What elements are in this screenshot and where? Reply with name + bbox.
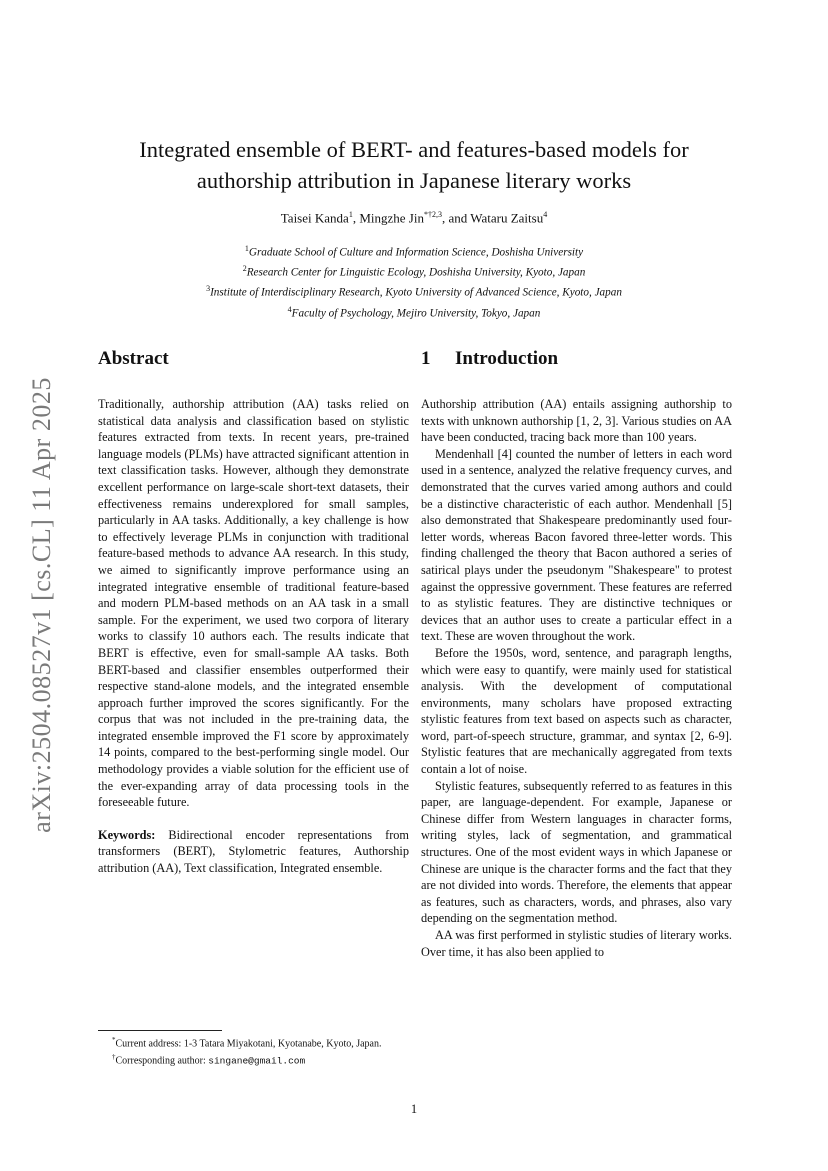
right-column bbox=[421, 346, 732, 960]
affiliation-item bbox=[98, 261, 730, 281]
introduction-heading bbox=[421, 346, 732, 372]
author-affiliation-mark: *†2,3 bbox=[423, 210, 442, 219]
affiliation-mark: 3 bbox=[206, 284, 211, 294]
paper-title-line-1: Integrated ensemble of BERT- and features-based models for bbox=[139, 137, 689, 162]
affiliation-text: Research Center for Linguistic Ecology, Doshisha University, Kyoto, Japan bbox=[246, 266, 586, 279]
intro-paragraph-3: Before the 1950s, word, sentence, and paragraph lengths, which were easy to quantify, were mainly used for statistical analysis. With the development of computational environments, many scholars have proposed extracting stylistic features from text based on aspects such as character, word, part-of-speech structure, grammar, and syntax [2, 6-9]. Stylistic features that are mechanically aggregated from texts contain a lot of noise. bbox=[421, 645, 732, 777]
corresponding-email[interactable]: singane@gmail.com bbox=[208, 1055, 306, 1067]
section-number: 1 bbox=[421, 348, 431, 369]
affiliation-item bbox=[98, 241, 730, 261]
left-column bbox=[98, 346, 409, 877]
author-name: Taisei Kanda bbox=[280, 210, 349, 226]
affiliation-mark: 4 bbox=[287, 304, 292, 314]
keywords-label: Keywords: bbox=[98, 827, 156, 842]
abstract-text: Traditionally, authorship attribution (AA) tasks relied on statistical data analysis and classification based on stylistic features extracted from texts. In recent years, pre-trained language models (PLMs) have attracted significant attention in text classification tasks. However, although they demonstrate excellent performance on large-scale short-text datasets, their effectiveness remains underexplored for small samples, particularly in AA tasks. Additionally, a key challenge is how to effectively leverage PLMs in conjunction with traditional feature-based methods to advance AA research. In this study, we aimed to significantly improve performance using an integrated integrative ensemble of traditional feature-based and modern PLM-based methods on an AA task in a small sample. For the experiment, we used two corpora of literary works to classify 10 authors each. The results indicate that BERT is effective, even for small-sample AA tasks. Both BERT-based and classifier ensembles outperformed their respective stand-alone models, and the integrated ensemble approach further improved the scores significantly. For the corpus that was not included in the pre-training data, the integrated ensemble improved the F1 score by approximately 14 points, compared to the best-performing single model. Our methodology provides a viable solution for the efficient use of the ever-expanding array of data processing tools in the foreseeable future. bbox=[98, 397, 409, 810]
arxiv-identifier-stamp bbox=[12, 360, 72, 850]
keywords-paragraph bbox=[98, 827, 409, 877]
affiliation-item bbox=[98, 302, 730, 322]
section-title: Introduction bbox=[455, 348, 559, 369]
keywords-text: Bidirectional encoder representations from transformers (BERT), Stylometric features, Authorship attribution (AA), Text classification, Integrated ensemble. bbox=[98, 827, 409, 876]
intro-paragraph-1: Authorship attribution (AA) entails assigning authorship to texts with unknown authorship [1, 2, 3]. Various studies on AA have been conducted, tracing back more than 100 years. bbox=[421, 397, 732, 445]
footnote-item bbox=[98, 1051, 409, 1068]
author-name: Wataru Zaitsu bbox=[470, 210, 544, 226]
footnote-mark: † bbox=[112, 1052, 116, 1061]
author-affiliation-mark: 4 bbox=[543, 210, 548, 219]
intro-paragraph-4: Stylistic features, subsequently referred to as features in this paper, are language-dependent. For example, Japanese or Chinese differ from Western languages in character forms, writing styles, lack of segmentation, and grammatical structures. One of the most evident ways in which Japanese or Chinese are unique is the character forms and the fact that they are not divided into words. Therefore, the elements that appear as features, such as characters, words, and phrases, also vary depending on the segmentation method. bbox=[421, 778, 732, 926]
author-affiliation-mark: 1 bbox=[348, 210, 353, 219]
footnote-text: Corresponding author: bbox=[115, 1055, 209, 1067]
intro-paragraph-5: AA was first performed in stylistic studies of literary works. Over time, it has also been applied to bbox=[421, 928, 732, 959]
footnote-item bbox=[98, 1034, 409, 1051]
footnote-divider bbox=[98, 1030, 222, 1031]
author-name: Mingzhe Jin bbox=[359, 210, 424, 226]
footnote-mark: * bbox=[112, 1036, 116, 1044]
affiliation-mark: 1 bbox=[244, 244, 249, 253]
paper-title-line-2: authorship attribution in Japanese literary works bbox=[196, 168, 632, 193]
author-separator: , and bbox=[441, 210, 471, 226]
paper-title bbox=[98, 134, 730, 196]
affiliation-text: Institute of Interdisciplinary Research, Kyoto University of Advanced Science, Kyoto, Japan bbox=[210, 287, 622, 300]
author-separator: , bbox=[352, 210, 360, 226]
affiliation-list bbox=[98, 241, 730, 322]
affiliation-text: Faculty of Psychology, Mejiro University, Tokyo, Japan bbox=[291, 307, 541, 320]
affiliation-text: Graduate School of Culture and Information Science, Doshisha University bbox=[248, 246, 584, 259]
affiliation-mark: 2 bbox=[242, 264, 247, 274]
footnote-text: Current address: 1-3 Tatara Miyakotani, Kyotanabe, Kyoto, Japan. bbox=[115, 1038, 382, 1050]
author-list bbox=[98, 210, 730, 226]
abstract-heading: Abstract bbox=[98, 348, 169, 369]
page-number: 1 bbox=[410, 1102, 418, 1116]
arxiv-identifier-text: arXiv:2504.08527v1 [cs.CL] 11 Apr 2025 bbox=[27, 377, 56, 833]
affiliation-item bbox=[98, 281, 730, 301]
footnotes bbox=[98, 1030, 409, 1068]
intro-paragraph-2: Mendenhall [4] counted the number of letters in each word used in a sentence, analyzed the relative frequency curves, and demonstrated that the curves varied among authors and could be a distinctive characteristic of each author. Mendenhall [5] also demonstrated that Shakespeare predominantly used four-letter words, whereas Bacon favored three-letter words. This finding challenged the theory that Bacon authored a series of satirical plays under the pseudonym "Shakespeare" to protest against the oppressive government. These features are referred to as stylistic features. They are distinctive techniques or devices that an author uses to create a particular effect in a text. These are woven throughout the work. bbox=[421, 446, 732, 644]
